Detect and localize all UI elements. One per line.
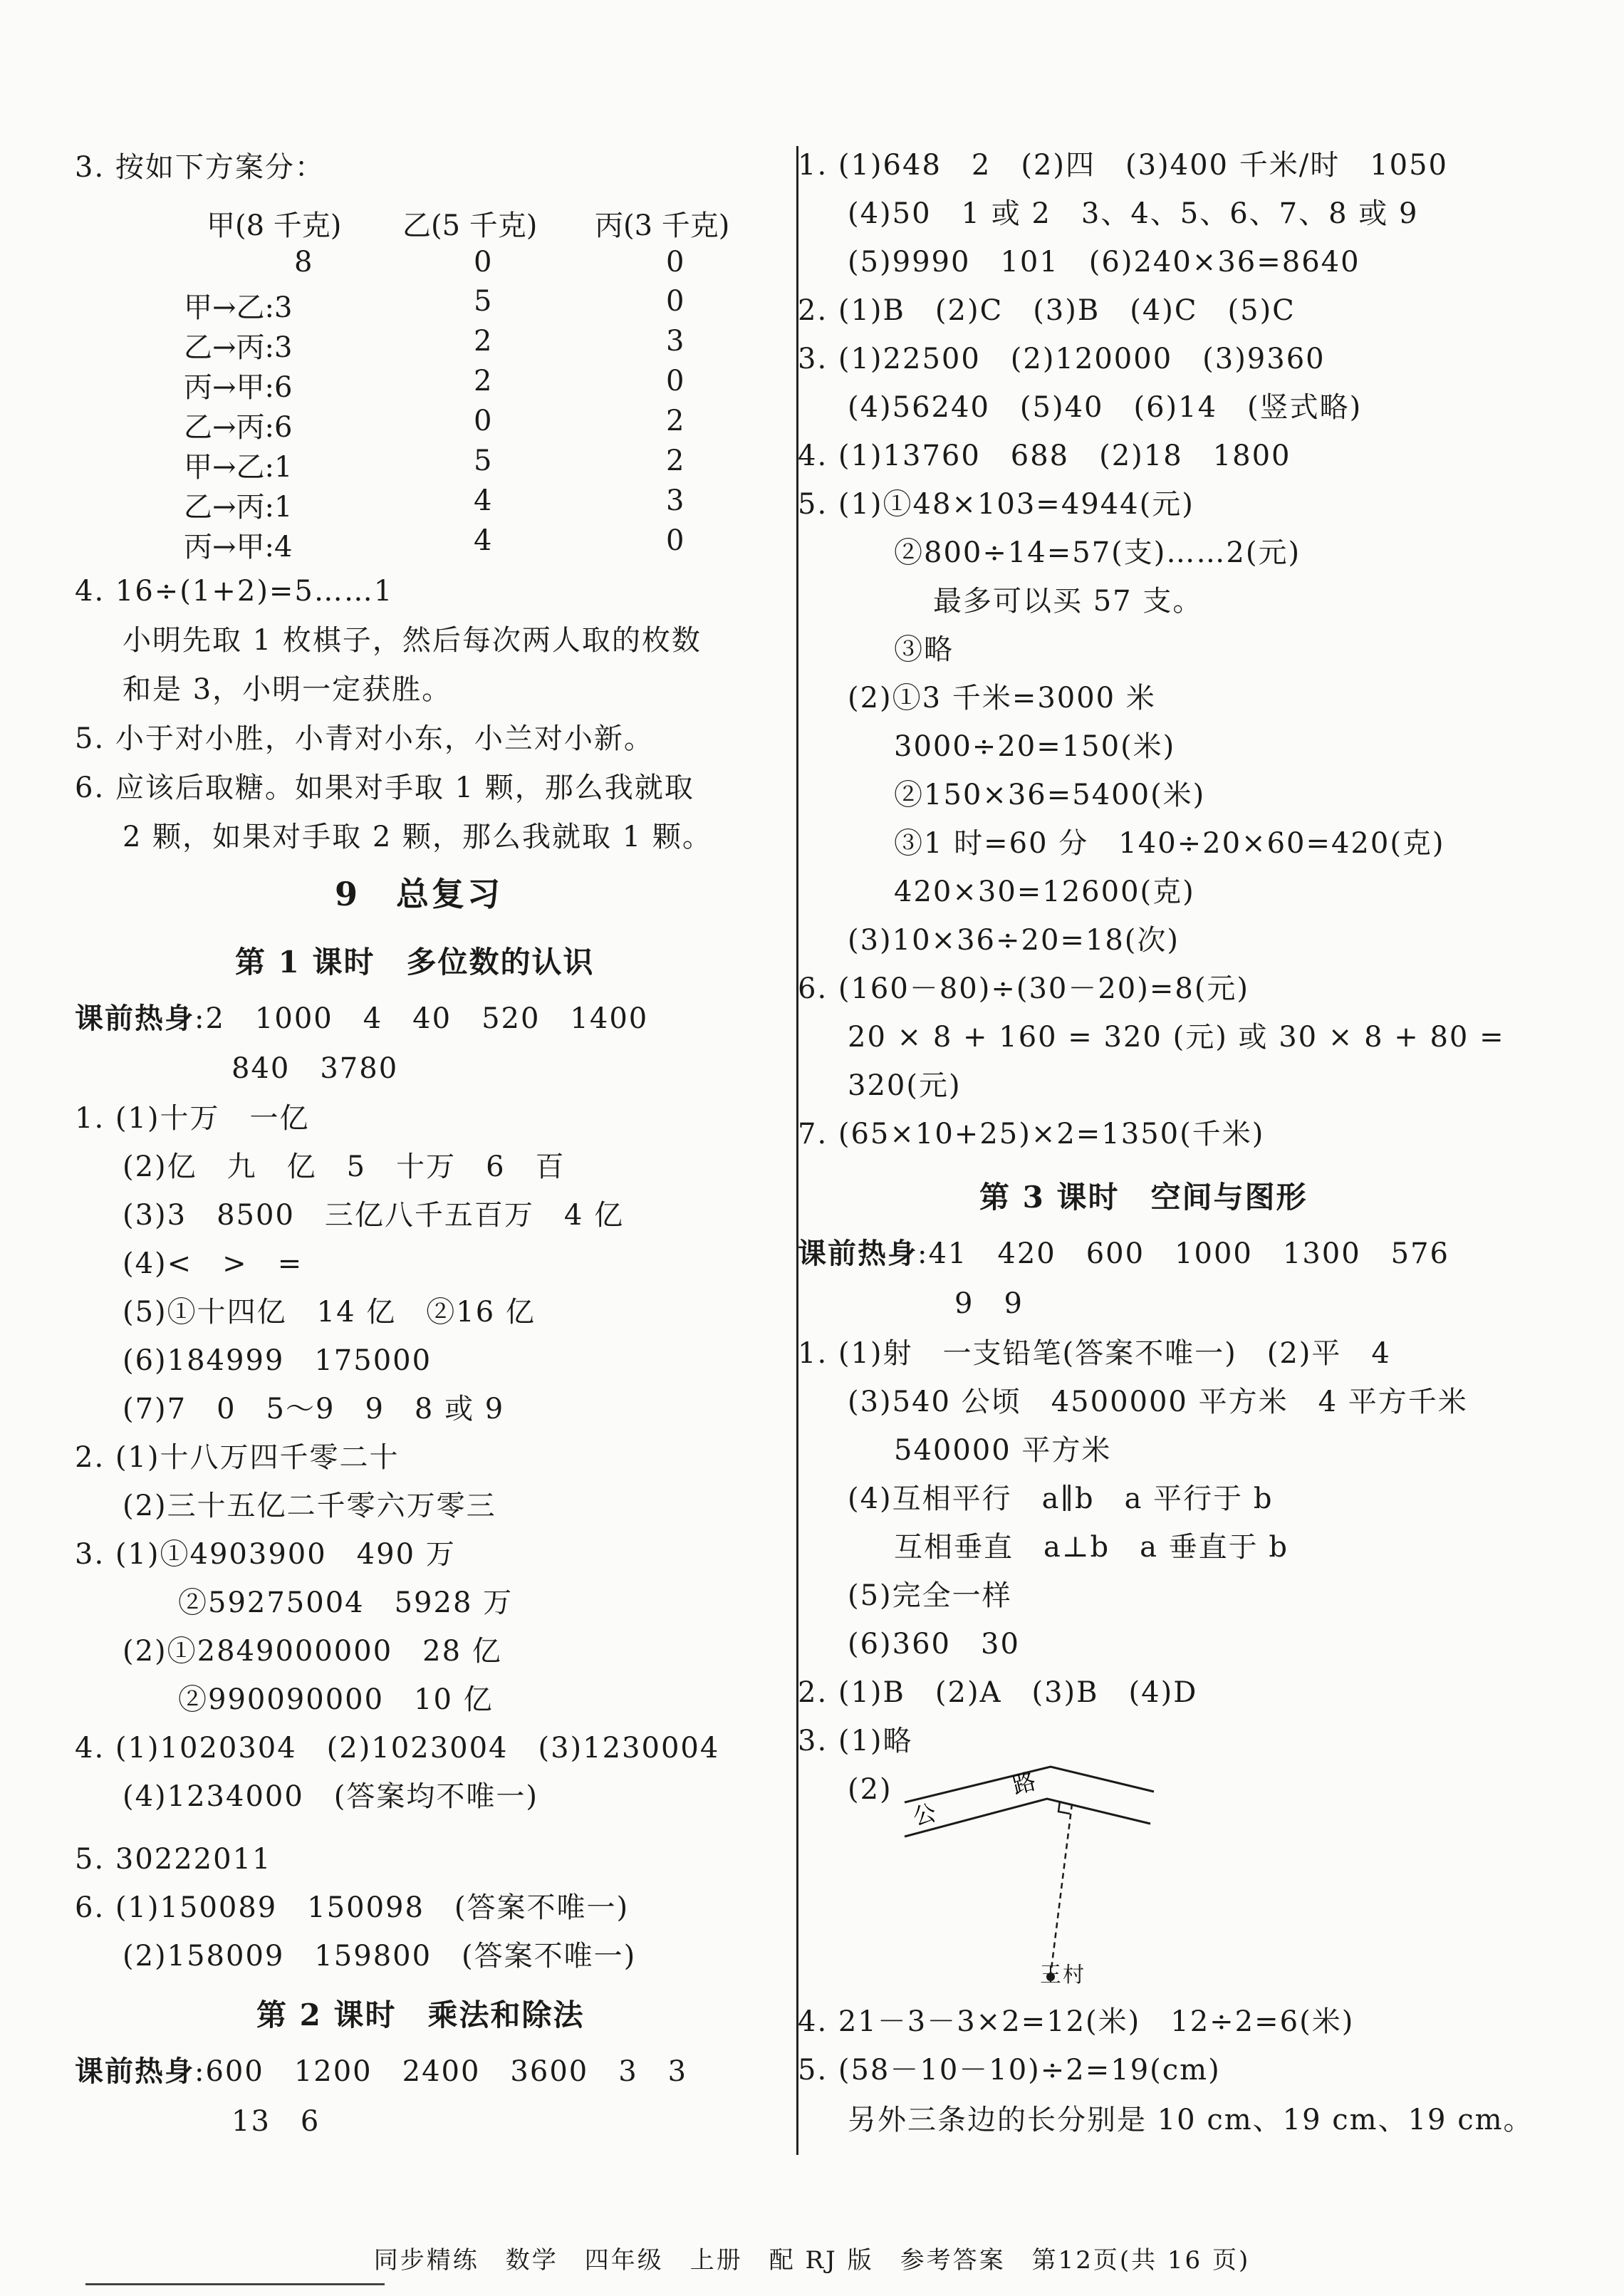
answer-line: (2)①3 千米=3000 米 [848,682,1156,715]
table-cell: 5 [474,445,492,477]
lesson2-warmup [75,2057,687,2086]
answer-line: (2) [848,1773,892,1806]
answer-line: (3)3 8500 三亿八千五百万 4 亿 [123,1199,625,1232]
answer-line: (4)56240 (5)40 (6)14 (竖式略) [848,391,1363,424]
table-cell: 0 [666,246,685,279]
answer-line: 另外三条边的长分别是 10 cm、19 cm、19 cm。 [848,2104,1534,2136]
table-op: 乙→丙:3 [184,331,293,364]
warmup-values: :41 420 600 1000 1300 576 [917,1237,1450,1270]
bottom-rule [85,2283,385,2285]
table-header: 丙(3 千克) [595,209,730,242]
answer-line: 互相垂直 a⊥b a 垂直于 b [894,1531,1289,1564]
answer-line: 540000 平方米 [894,1434,1112,1467]
table-header: 甲(8 千克) [207,209,342,242]
answer-line: ③1 时=60 分 140÷20×60=420(克) [894,827,1445,860]
answer-line: (4)< > = [123,1247,303,1280]
perpendicular-line [1051,1804,1072,1975]
answer-line: 3. (1)略 [798,1725,913,1757]
answer-line: 小明先取 1 枚棋子，然后每次两人取的枚数 [123,624,702,657]
answer-line: (2)亿 九 亿 5 十万 6 百 [123,1150,566,1183]
answer-line: 3000÷20=150(米) [894,730,1176,763]
answer-line: (3)540 公顷 4500000 平方米 4 平方千米 [848,1386,1468,1418]
answer-line: (2)三十五亿二千零六万零三 [123,1490,496,1522]
answer-line: (4)1234000 (答案均不唯一) [123,1780,539,1813]
answer-line: 4. 16÷(1+2)=5……1 [75,575,394,608]
answer-line: (6)360 30 [848,1628,1020,1661]
table-cell: 2 [474,365,492,398]
answer-line: ③略 [894,633,954,666]
lesson3-title: 第 3 课时 空间与图形 [979,1180,1308,1215]
answer-line: 3. (1)22500 (2)120000 (3)9360 [798,343,1326,375]
warmup-label: 课前热身 [75,2055,194,2088]
answer-line: (4)互相平行 a∥b a 平行于 b [848,1482,1274,1515]
answer-line: 6. (160－80)÷(30－20)=8(元) [798,972,1250,1005]
answer-line: 5. (1)①48×103=4944(元) [798,488,1194,521]
answer-line: 4. 21－3－3×2=12(米) 12÷2=6(米) [798,2005,1355,2038]
answer-line: 2. (1)十八万四千零二十 [75,1441,400,1474]
table-cell: 0 [666,524,685,557]
answer-line: 2 颗，如果对手取 2 颗，那么我就取 1 颗。 [123,821,712,853]
answer-line: 420×30=12600(克) [894,876,1195,908]
table-op: 乙→丙:1 [184,491,293,524]
answer-line: 6. 应该后取糖。如果对手取 1 颗，那么我就取 [75,772,694,804]
table-cell: 0 [666,285,685,318]
answer-line: 1. (1)648 2 (2)四 (3)400 千米/时 1050 [798,149,1448,182]
lesson3-warmup-cont: 9 9 [954,1287,1024,1320]
warmup-label: 课前热身 [75,1002,194,1035]
answer-line: 和是 3，小明一定获胜。 [123,673,452,706]
answer-line: 20 × 8 + 160 = 320 (元) 或 30 × 8 + 80 = [848,1021,1505,1054]
table-op: 丙→甲:4 [184,531,293,563]
table-op: 丙→甲:6 [184,371,293,404]
table-cell: 0 [474,405,492,437]
answer-line: ②990090000 10 亿 [178,1683,494,1716]
answer-line: (6)184999 175000 [123,1344,432,1377]
table-cell: 3 [666,325,685,358]
table-cell: 4 [474,484,492,517]
road-lower-edge [905,1799,1150,1837]
table-cell: 8 [294,246,313,279]
lesson2-warmup-cont: 13 6 [231,2105,321,2138]
warmup-values: :2 1000 4 40 520 1400 [194,1002,649,1035]
table-op: 乙→丙:6 [184,411,293,444]
answer-line: 320(元) [848,1069,962,1102]
table-cell: 2 [474,325,492,358]
lesson2-title: 第 2 课时 乘法和除法 [256,1998,585,2032]
answer-line: (7)7 0 5～9 9 8 或 9 [123,1393,505,1425]
answer-line: (4)50 1 或 2 3、4、5、6、7、8 或 9 [848,197,1419,230]
page-footer: 同步精练 数学 四年级 上册 配 RJ 版 参考答案 第12页(共 16 页) [373,2246,1251,2275]
road-diagram [883,1760,1182,1988]
lesson3-warmup [798,1237,1450,1270]
answer-line: (3)10×36÷20=18(次) [848,924,1180,957]
road-label-right: 路 [1009,1767,1039,1799]
answer-line: 5. 小于对小胜，小青对小东，小兰对小新。 [75,722,654,755]
answer-line: (5)完全一样 [848,1579,1012,1612]
answer-line: 6. (1)150089 150098 (答案不唯一) [75,1891,630,1924]
answer-line: 最多可以买 57 支。 [933,585,1203,618]
answer-line: (2)①2849000000 28 亿 [123,1635,502,1668]
answer-line: (2)158009 159800 (答案不唯一) [123,1940,637,1973]
lesson1-warmup [75,1004,648,1033]
answer-line: 3. (1)①4903900 490 万 [75,1538,456,1571]
warmup-values: :600 1200 2400 3600 3 3 [194,2055,688,2088]
answer-line: 1. (1)十万 一亿 [75,1102,310,1135]
answer-line: 7. (65×10+25)×2=1350(千米) [798,1118,1265,1150]
answer-line: 1. (1)射 一支铅笔(答案不唯一) (2)平 4 [798,1337,1391,1370]
table-cell: 0 [474,246,492,279]
table-op: 甲→乙:1 [184,451,293,484]
answer-line: (5)①十四亿 14 亿 ②16 亿 [123,1296,536,1329]
answer-line: ②59275004 5928 万 [178,1586,514,1619]
village-label: 王村 [1040,1963,1086,1988]
answer-line: ②150×36=5400(米) [894,779,1206,811]
lesson1-warmup-cont: 840 3780 [231,1052,399,1085]
road-label-left: 公 [910,1799,939,1831]
answer-line: ②800÷14=57(支)……2(元) [894,536,1301,569]
answer-line: 2. (1)B (2)A (3)B (4)D [798,1676,1198,1709]
answer-line: 5. (58－10－10)÷2=19(cm) [798,2054,1221,2087]
answer-line: 2. (1)B (2)C (3)B (4)C (5)C [798,294,1296,327]
table-header: 乙(5 千克) [402,209,538,242]
answer-line: 5. 30222011 [75,1843,272,1876]
answer-line: 4. (1)13760 688 (2)18 1800 [798,440,1291,472]
table-cell: 3 [666,484,685,517]
table-cell: 0 [666,365,685,398]
table-op: 甲→乙:3 [184,291,293,324]
table-cell: 5 [474,285,492,318]
warmup-label: 课前热身 [798,1237,917,1270]
table-cell: 4 [474,524,492,557]
chapter-title: 9 总复习 [335,875,504,913]
table-cell: 2 [666,405,685,437]
answer-line: (5)9990 101 (6)240×36=8640 [848,246,1360,279]
answer-line: 4. (1)1020304 (2)1023004 (3)1230004 [75,1732,720,1765]
lesson1-title: 第 1 课时 多位数的认识 [235,945,595,980]
table-cell: 2 [666,445,685,477]
q3-heading: 3. 按如下方案分： [75,151,325,184]
